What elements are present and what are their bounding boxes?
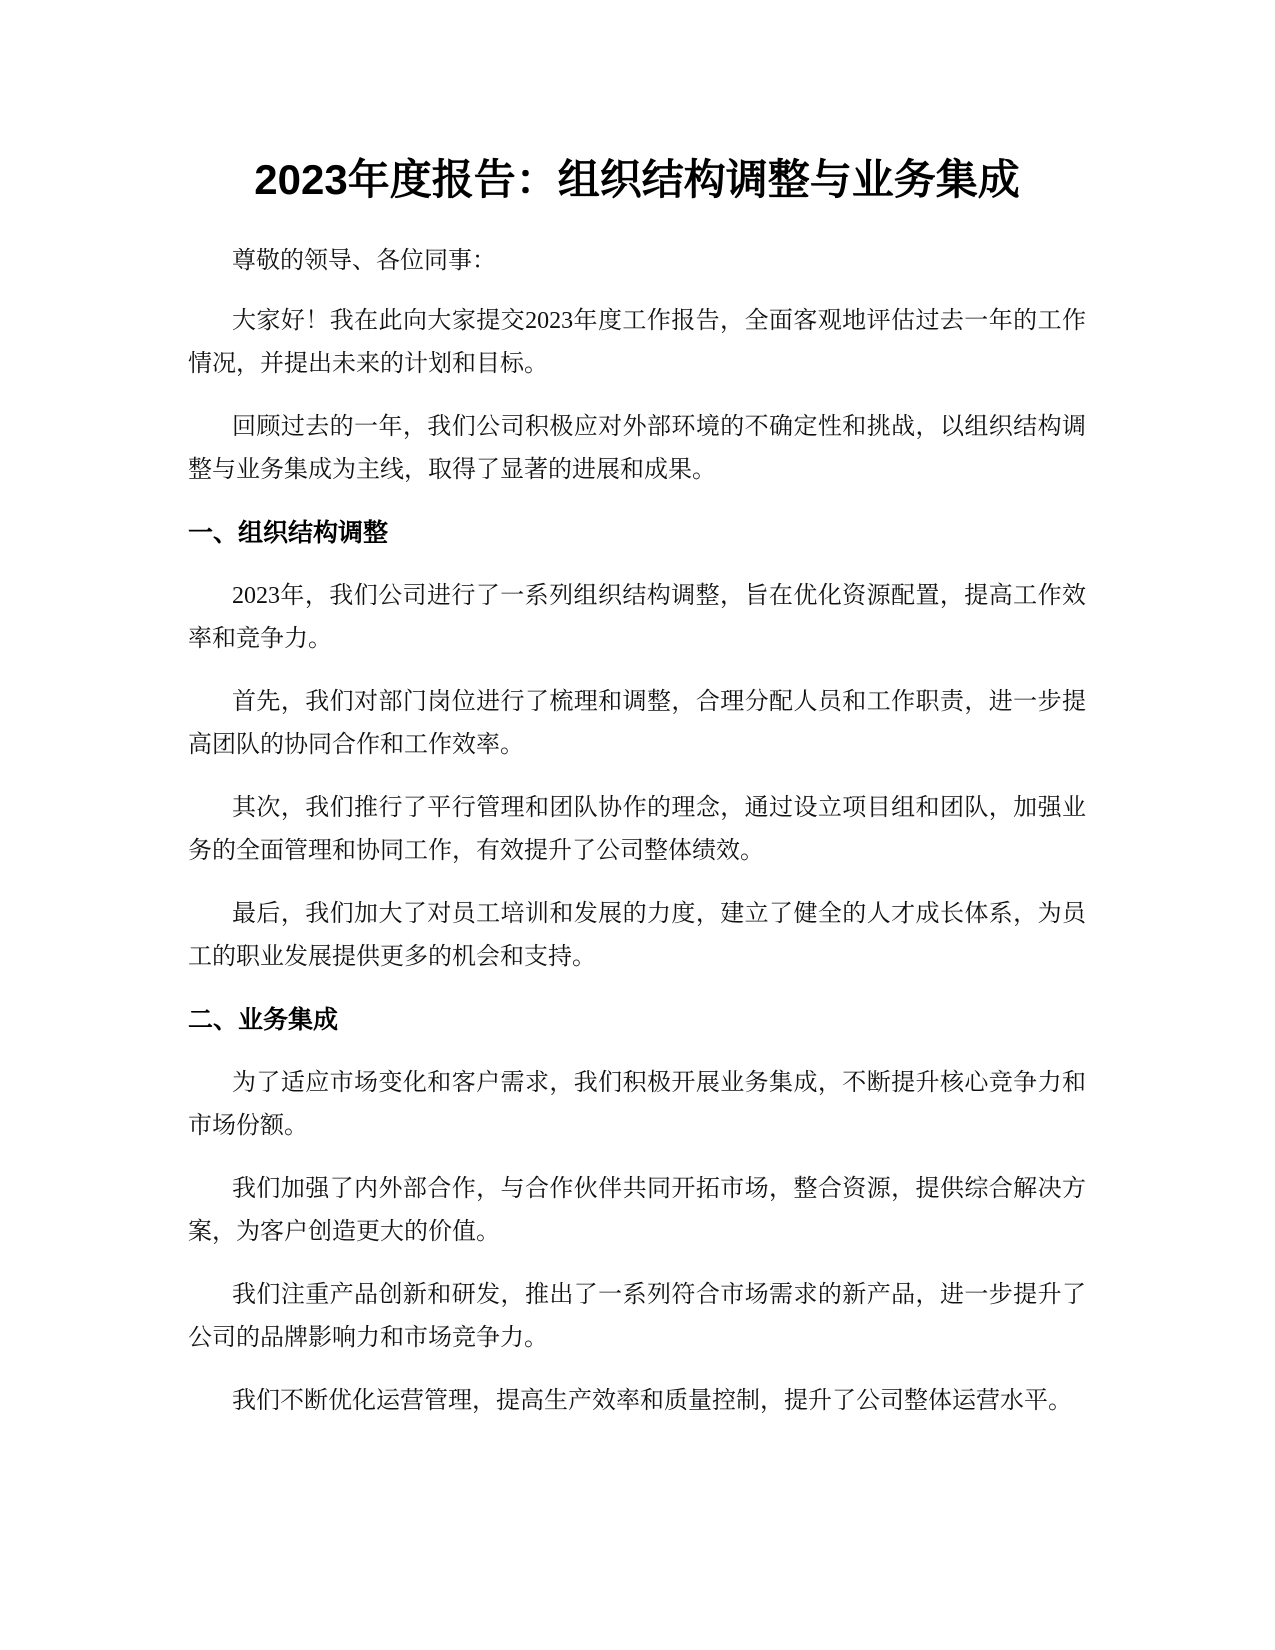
document-title: 2023年度报告：组织结构调整与业务集成 xyxy=(254,156,1020,203)
salutation: 尊敬的领导、各位同事： xyxy=(232,248,496,274)
section-paragraph: 最后，我们加大了对员工培训和发展的力度，建立了健全的人才成长体系，为员工的职业发展提供更多的机会和支持。 xyxy=(188,901,1086,970)
section-paragraph: 为了适应市场变化和客户需求，我们积极开展业务集成，不断提升核心竞争力和市场份额。 xyxy=(188,1070,1086,1139)
section-heading-business-integration: 二、业务集成 xyxy=(188,1006,339,1034)
intro-paragraph: 大家好！我在此向大家提交2023年度工作报告，全面客观地评估过去一年的工作情况，并提出未来的计划和目标。 xyxy=(188,308,1086,377)
section-paragraph: 其次，我们推行了平行管理和团队协作的理念，通过设立项目组和团队，加强业务的全面管理和协同工作，有效提升了公司整体绩效。 xyxy=(188,795,1086,864)
document-body xyxy=(188,150,1086,1443)
section-paragraph: 我们注重产品创新和研发，推出了一系列符合市场需求的新产品，进一步提升了公司的品牌影响力和市场竞争力。 xyxy=(188,1282,1086,1351)
section-paragraph: 首先，我们对部门岗位进行了梳理和调整，合理分配人员和工作职责，进一步提高团队的协同合作和工作效率。 xyxy=(188,689,1086,758)
section-paragraph: 我们不断优化运营管理，提高生产效率和质量控制，提升了公司整体运营水平。 xyxy=(232,1388,1072,1414)
intro-paragraph: 回顾过去的一年，我们公司积极应对外部环境的不确定性和挑战，以组织结构调整与业务集成为主线，取得了显著的进展和成果。 xyxy=(188,414,1086,483)
section-heading-org-structure: 一、组织结构调整 xyxy=(188,519,389,547)
section-paragraph: 2023年，我们公司进行了一系列组织结构调整，旨在优化资源配置，提高工作效率和竞争力。 xyxy=(188,583,1086,652)
section-paragraph: 我们加强了内外部合作，与合作伙伴共同开拓市场，整合资源，提供综合解决方案，为客户创造更大的价值。 xyxy=(188,1176,1086,1245)
